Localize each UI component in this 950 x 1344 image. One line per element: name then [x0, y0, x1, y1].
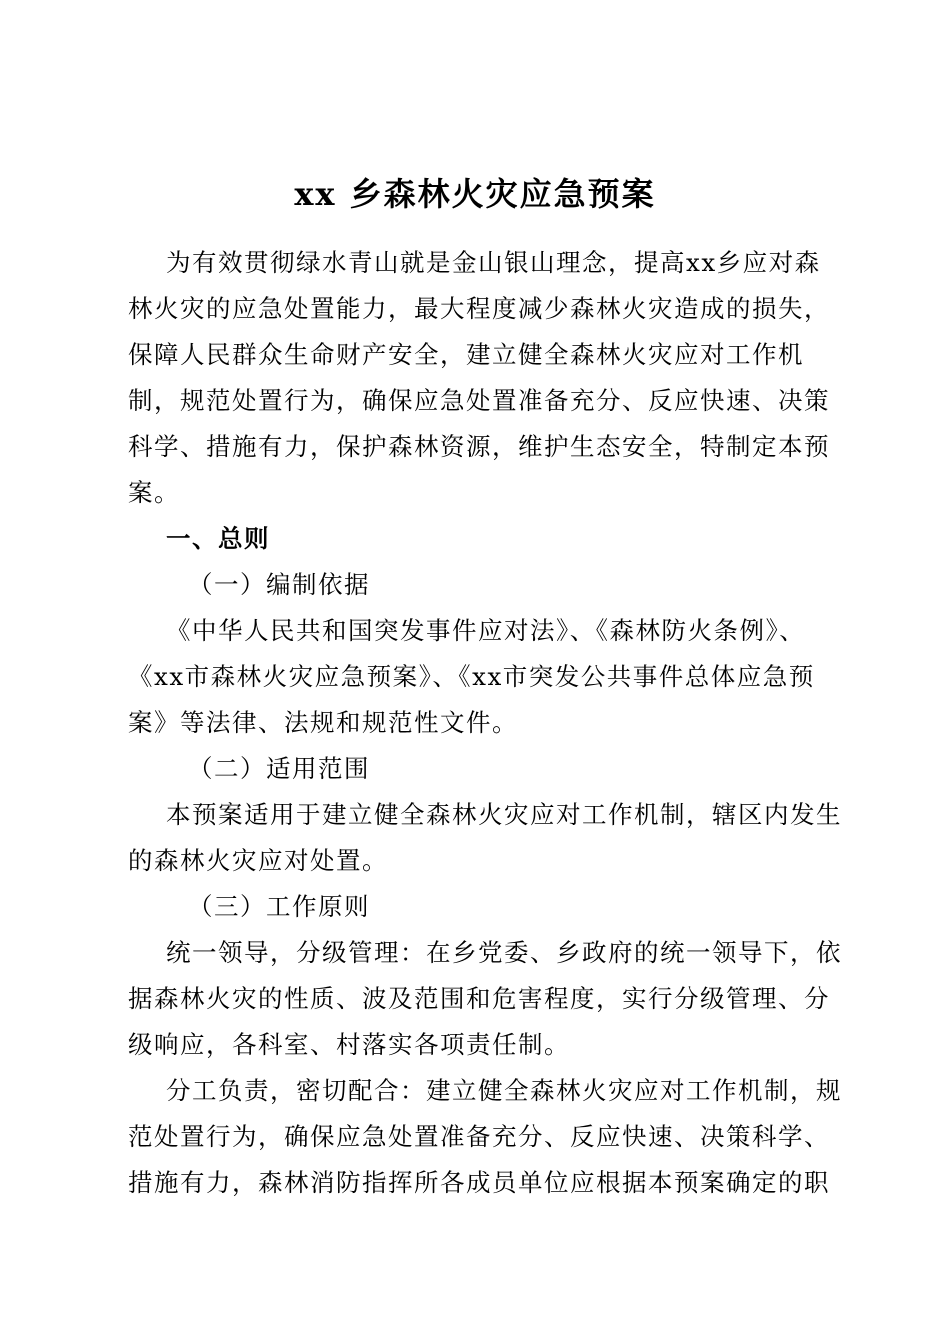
paragraph-line: 分工负责，密切配合：建立健全森林火灾应对工作机制，规 [166, 1076, 842, 1105]
paragraph-line: 案》等法律、法规和规范性文件。 [128, 708, 518, 737]
section-heading: 一、总则 [166, 524, 270, 553]
paragraph-line: 范处置行为，确保应急处置准备充分、反应快速、决策科学、 [128, 1122, 830, 1151]
subsection-heading: （二）适用范围 [188, 754, 370, 783]
paragraph-line: 制，规范处置行为，确保应急处置准备充分、反应快速、决策 [128, 386, 830, 415]
paragraph-line: 林火灾的应急处置能力，最大程度减少森林火灾造成的损失， [128, 294, 830, 323]
document-body [128, 240, 842, 1206]
subsection-heading: （三）工作原则 [188, 892, 370, 921]
paragraph-line: 《中华人民共和国突发事件应对法》、《森林防火条例》、 [166, 616, 806, 645]
paragraph-line: 措施有力，森林消防指挥所各成员单位应根据本预案确定的职 [128, 1168, 830, 1197]
document-title: xx 乡森林火灾应急预案 [294, 175, 656, 213]
paragraph-line: 级响应，各科室、村落实各项责任制。 [128, 1030, 570, 1059]
paragraph-line: 的森林火灾应对处置。 [128, 846, 388, 875]
paragraph-line: 《xx市森林火灾应急预案》、《xx市突发公共事件总体应急预 [128, 662, 815, 691]
paragraph-line: 统一领导，分级管理：在乡党委、乡政府的统一领导下，依 [166, 938, 842, 967]
paragraph-line: 保障人民群众生命财产安全，建立健全森林火灾应对工作机 [128, 340, 804, 369]
paragraph-line: 据森林火灾的性质、波及范围和危害程度，实行分级管理、分 [128, 984, 830, 1013]
paragraph-line: 为有效贯彻绿水青山就是金山银山理念，提高xx乡应对森 [166, 248, 821, 277]
subsection-heading: （一）编制依据 [188, 570, 370, 599]
paragraph-line: 案。 [128, 478, 180, 507]
paragraph-line: 本预案适用于建立健全森林火灾应对工作机制，辖区内发生 [166, 800, 842, 829]
paragraph-line: 科学、措施有力，保护森林资源，维护生态安全，特制定本预 [128, 432, 830, 461]
